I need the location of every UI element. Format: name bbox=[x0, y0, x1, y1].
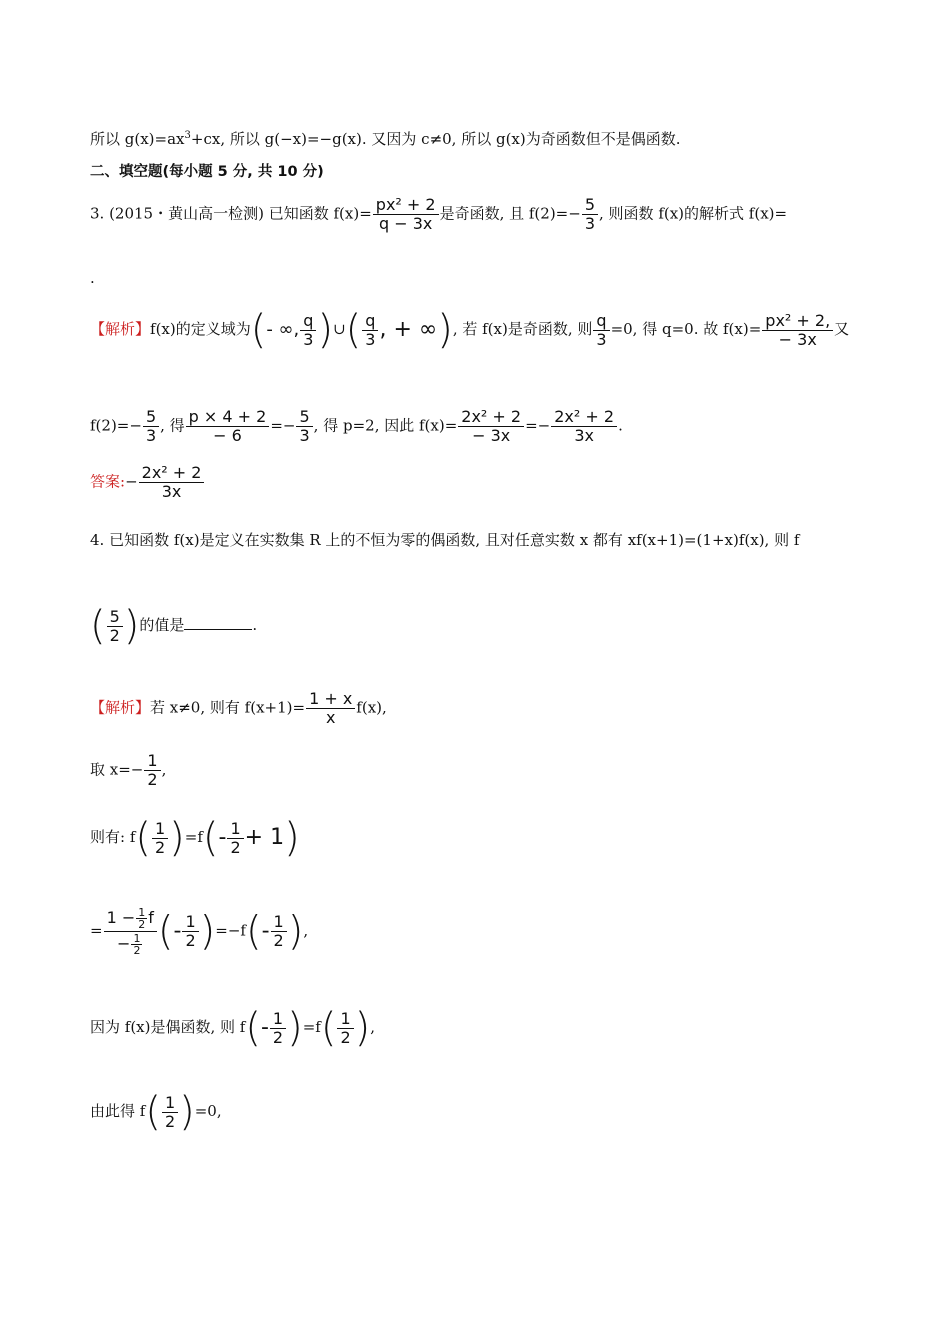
q4-s4-bot bbox=[104, 932, 157, 957]
q4-s4-end: , bbox=[303, 921, 309, 940]
q3-lead: 3. (2015・黄山高一检测) 已知函数 f(x)= bbox=[90, 204, 372, 223]
left-paren: ( bbox=[250, 307, 267, 353]
q4-s6-b: =0, bbox=[194, 1102, 222, 1120]
q3-sol-fx-num: px² + 2, bbox=[762, 312, 833, 331]
q4-s1-a: 若 x≠0, 则有 f(x+1)= bbox=[150, 698, 306, 717]
q4-s5-n1: 1 bbox=[270, 1010, 286, 1029]
q4-s3-inner-plus: + 1 bbox=[244, 825, 285, 850]
q4-solution-step-3 bbox=[90, 815, 300, 868]
q4-s4-n2: 1 bbox=[271, 913, 287, 932]
q3-sol-t2: , 若 f(x)是奇函数, 则 bbox=[452, 320, 593, 338]
q4-s4-top-f: f bbox=[148, 908, 154, 927]
q3-sol-t3: =0, 得 q=0. 故 f(x)= bbox=[610, 320, 762, 338]
q3-dom2-q: q bbox=[362, 312, 378, 331]
right-paren: ) bbox=[179, 1089, 195, 1135]
q4-solution-step-5 bbox=[90, 1005, 376, 1058]
q4-s3-den: 2 bbox=[154, 837, 166, 857]
q4-solution-step-4 bbox=[90, 906, 308, 978]
question-4-cont bbox=[90, 603, 258, 656]
q3-fx-num: px² + 2 bbox=[373, 196, 439, 215]
question-4: 4. 已知函数 f(x)是定义在实数集 R 上的不恒为零的偶函数, 且对任意实数 x 都有 xf(x+1)=(1+x)f(x), 则 f bbox=[90, 531, 800, 549]
q3-sol-t4: 又 bbox=[834, 320, 850, 338]
q4-s2-fraction bbox=[144, 752, 160, 789]
q4-s5-fraction-2 bbox=[337, 1010, 353, 1047]
q3-union: ∪ bbox=[333, 320, 346, 338]
q4-arg-fraction bbox=[107, 608, 123, 645]
q3-dom1-3: 3 bbox=[303, 329, 314, 349]
q4-s6-a: 由此得 f bbox=[90, 1102, 146, 1120]
q3-fx-fraction bbox=[373, 196, 439, 233]
q4-s5-minus: - bbox=[260, 1015, 269, 1040]
conclusion-line bbox=[90, 126, 681, 149]
right-paren: ) bbox=[169, 815, 185, 861]
q4-s3-inner-minus: - bbox=[218, 825, 227, 850]
q3-l2-den: − 6 bbox=[213, 426, 242, 445]
q4-s2-den: 2 bbox=[147, 770, 158, 789]
q4-arg-num: 5 bbox=[107, 608, 123, 627]
q3-fx-den: q − 3x bbox=[378, 214, 433, 233]
q4-s1-fraction bbox=[306, 690, 355, 727]
section-title: 二、填空题(每小题 5 分, 共 10 分) bbox=[90, 164, 324, 180]
q4-s4-compound-fraction bbox=[104, 906, 157, 957]
q4-s6-num: 1 bbox=[162, 1094, 178, 1113]
right-paren: ) bbox=[437, 307, 453, 353]
q4-s5-n2: 1 bbox=[337, 1010, 353, 1029]
q3-dom1-q: q bbox=[300, 312, 316, 331]
right-paren: ) bbox=[123, 603, 140, 649]
q4-s4-top-a: 1 − bbox=[106, 908, 136, 927]
q4-s4-n: 1 bbox=[182, 913, 198, 932]
q4-s4-bot-num: 1 bbox=[133, 932, 141, 945]
q4-s3-inner-den: 2 bbox=[230, 837, 241, 857]
q4-s5-end: , bbox=[370, 1018, 376, 1036]
q3-sol-t1: f(x)的定义域为 bbox=[150, 320, 251, 338]
q3-l2-53-fraction bbox=[143, 408, 159, 445]
q4-s4-minus: - bbox=[173, 918, 182, 944]
right-paren: ) bbox=[287, 908, 304, 955]
answer-den: 3x bbox=[161, 482, 182, 501]
q3-eq-q: q bbox=[593, 312, 609, 331]
q4-s1-b: f(x), bbox=[356, 698, 387, 717]
answer-num: 2x² + 2 bbox=[139, 464, 205, 483]
q3-l2-f1-fraction bbox=[458, 408, 524, 445]
right-paren: ) bbox=[354, 1005, 371, 1051]
q4-s3-a: 则有: f bbox=[90, 828, 136, 846]
q4-s4-top-den: 2 bbox=[138, 918, 146, 931]
q3-l2-5: 5 bbox=[143, 408, 159, 427]
q3-f2-den: 3 bbox=[584, 214, 596, 233]
answer-minus: − bbox=[125, 472, 138, 491]
q3-eq-3: 3 bbox=[596, 329, 607, 349]
q3-l2-f2-den: 3x bbox=[574, 426, 594, 445]
q4-s5-a: 因为 f(x)是偶函数, 则 f bbox=[90, 1018, 246, 1036]
line1-rest: +cx, 所以 g(−x)=−g(x). 又因为 c≠0, 所以 g(x)为奇函数但不是偶函数. bbox=[190, 130, 681, 148]
line1-sup: 3 bbox=[184, 130, 191, 141]
q3-l2-p-fraction bbox=[186, 408, 270, 445]
left-paren: ( bbox=[245, 908, 262, 955]
q4-s4-fraction-2 bbox=[271, 913, 287, 950]
q3-l2-f2-fraction bbox=[551, 408, 617, 445]
q4-s4-top-num: 1 bbox=[138, 906, 146, 919]
right-paren: ) bbox=[199, 908, 216, 955]
q3-l2-f1-num: 2x² + 2 bbox=[458, 408, 524, 427]
q3-dom1-fraction bbox=[300, 312, 316, 349]
q3-l2-d: , 得 p=2, 因此 f(x)= bbox=[313, 416, 458, 435]
q4-s2-a: 取 x=− bbox=[90, 760, 144, 779]
q3-f2-num: 5 bbox=[582, 196, 598, 215]
q4-s2-num: 1 bbox=[144, 752, 160, 771]
q3-l2-53b-fraction bbox=[296, 408, 312, 445]
left-paren: ( bbox=[135, 815, 151, 861]
q3-f2-fraction bbox=[582, 196, 598, 233]
q4-s5-b: =f bbox=[302, 1018, 321, 1036]
q4-s6-den: 2 bbox=[164, 1111, 176, 1131]
q3-mid: 是奇函数, 且 f(2)=− bbox=[439, 204, 581, 223]
solution-tag: 【解析】 bbox=[90, 698, 151, 717]
q3-dom2-fraction bbox=[362, 312, 378, 349]
q3-sol-fx-fraction bbox=[762, 312, 833, 349]
q4-s3-num: 1 bbox=[152, 820, 168, 839]
q4-s5-d2: 2 bbox=[340, 1027, 351, 1047]
q4-s6-fraction bbox=[162, 1094, 178, 1131]
left-paren: ( bbox=[345, 307, 362, 353]
q4-s1-den: x bbox=[325, 708, 336, 727]
left-paren: ( bbox=[145, 1089, 161, 1135]
q3-l2-b: , 得 bbox=[160, 416, 185, 435]
q4-solution-step-6 bbox=[90, 1089, 222, 1142]
answer-blank bbox=[184, 615, 252, 630]
q3-l2-num: p × 4 + 2 bbox=[186, 408, 270, 427]
answer-label: 答案: bbox=[90, 472, 126, 491]
line1-prefix: 所以 g(x)=ax bbox=[90, 130, 185, 148]
q4-s4-d: 2 bbox=[185, 931, 196, 950]
q3-l2-3b: 3 bbox=[299, 426, 310, 445]
q4-s3-inner-num: 1 bbox=[227, 820, 243, 839]
q3-sol-fx-den: − 3x bbox=[778, 329, 817, 349]
q4-arg-den: 2 bbox=[109, 625, 120, 645]
q3-answer bbox=[90, 464, 205, 512]
q3-l2-f1-den: − 3x bbox=[472, 426, 511, 445]
q4-end: . bbox=[252, 616, 258, 634]
q3-l2-e: =− bbox=[525, 416, 551, 435]
q3-l2-end: . bbox=[618, 416, 623, 435]
left-paren: ( bbox=[320, 1005, 337, 1051]
q3-l2-5b: 5 bbox=[296, 408, 312, 427]
q4-s4-bot-den: 2 bbox=[133, 944, 141, 957]
q4-s4-bot-fraction bbox=[131, 933, 142, 956]
q4-s4-minus2: - bbox=[261, 918, 270, 944]
q4-s3-inner-fraction bbox=[227, 820, 243, 857]
q3-l2-c: =− bbox=[270, 416, 296, 435]
left-paren: ( bbox=[245, 1005, 261, 1051]
q4-s5-d1: 2 bbox=[272, 1027, 284, 1047]
q3-eq-fraction bbox=[593, 312, 609, 349]
q4-solution-step-2 bbox=[90, 752, 166, 796]
q3-tail: , 则函数 f(x)的解析式 f(x)= bbox=[599, 204, 788, 223]
q4-s4-bot-a: − bbox=[117, 934, 131, 953]
q4-s4-fraction bbox=[182, 913, 198, 950]
q4-s4-top-fraction bbox=[136, 907, 147, 930]
q4-s4-eq: = bbox=[90, 921, 103, 940]
right-paren: ) bbox=[287, 1005, 303, 1051]
q3-l2-3: 3 bbox=[145, 426, 157, 445]
q3-solution-line-1 bbox=[90, 307, 850, 360]
q4-s1-num: 1 + x bbox=[306, 690, 355, 709]
solution-tag: 【解析】 bbox=[90, 320, 151, 338]
q3-period: . bbox=[90, 269, 95, 287]
left-paren: ( bbox=[157, 908, 174, 955]
q3-solution-line-2 bbox=[90, 408, 623, 452]
q3-l2-f2-num: 2x² + 2 bbox=[551, 408, 617, 427]
left-paren: ( bbox=[90, 603, 106, 649]
q4-s5-fraction-1 bbox=[270, 1010, 286, 1047]
q4-s4-top bbox=[104, 906, 157, 932]
q4-s2-b: , bbox=[161, 760, 167, 779]
right-paren: ) bbox=[284, 815, 300, 861]
q4-tail: 的值是 bbox=[139, 616, 185, 634]
q3-dom1-left: - ∞, bbox=[266, 319, 300, 340]
q4-s3-b: =f bbox=[184, 828, 203, 846]
q4-s4-d2: 2 bbox=[273, 931, 284, 950]
q3-l2-a: f(2)=− bbox=[90, 416, 142, 435]
left-paren: ( bbox=[202, 815, 219, 861]
question-3 bbox=[90, 196, 787, 240]
q3-dom2-3: 3 bbox=[365, 329, 376, 349]
q3-dom2-right: , + ∞ bbox=[379, 317, 438, 342]
right-paren: ) bbox=[317, 307, 334, 353]
q4-s4-mid: =−f bbox=[215, 921, 246, 940]
answer-fraction bbox=[139, 464, 205, 501]
q4-solution-step-1 bbox=[90, 690, 387, 734]
q4-s3-fraction bbox=[152, 820, 168, 857]
